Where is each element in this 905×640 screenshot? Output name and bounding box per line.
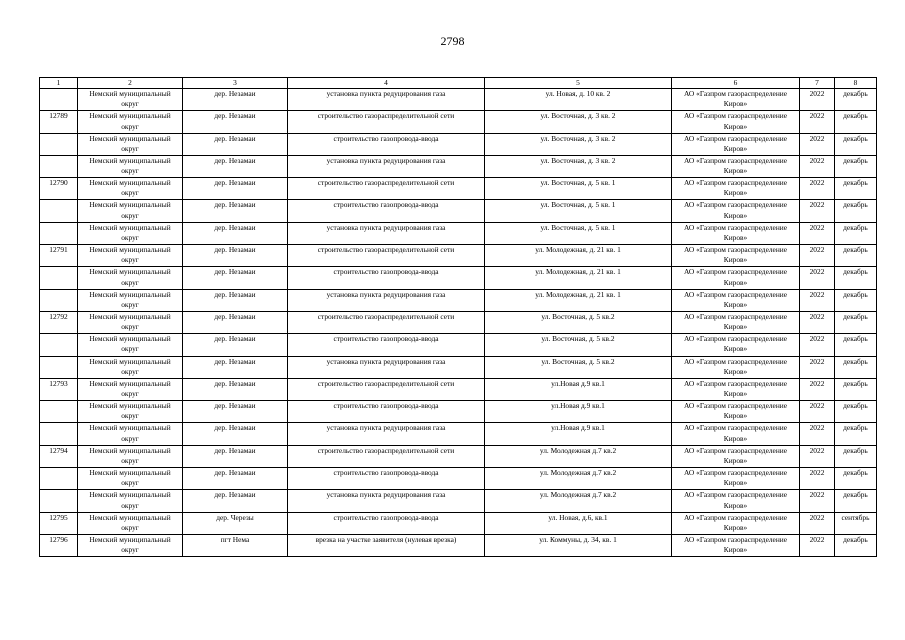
organization-cell: АО «Газпром газораспределение Киров» <box>672 468 800 490</box>
work-type-cell: строительство газопровода-ввода <box>288 468 485 490</box>
organization-cell: АО «Газпром газораспределение Киров» <box>672 245 800 267</box>
year-cell: 2022 <box>800 222 835 244</box>
settlement-cell: дер. Незамаи <box>183 111 288 133</box>
address-cell: ул. Восточная, д. 5 кв. 1 <box>485 222 672 244</box>
month-cell: декабрь <box>835 423 877 445</box>
organization-cell: АО «Газпром газораспределение Киров» <box>672 423 800 445</box>
month-cell: декабрь <box>835 490 877 512</box>
address-cell: ул. Молодежная д.7 кв.2 <box>485 490 672 512</box>
year-cell: 2022 <box>800 200 835 222</box>
table-row <box>40 512 877 534</box>
district-cell: Немский муниципальный округ <box>78 311 183 333</box>
organization-cell: АО «Газпром газораспределение Киров» <box>672 111 800 133</box>
year-cell: 2022 <box>800 267 835 289</box>
table-row <box>40 111 877 133</box>
district-cell: Немский муниципальный округ <box>78 178 183 200</box>
address-cell: ул.Новая д.9 кв.1 <box>485 378 672 400</box>
organization-cell: АО «Газпром газораспределение Киров» <box>672 89 800 111</box>
table-row <box>40 200 877 222</box>
table-row <box>40 423 877 445</box>
record-number-cell <box>40 133 78 155</box>
table-row <box>40 445 877 467</box>
year-cell: 2022 <box>800 155 835 177</box>
record-number-cell <box>40 200 78 222</box>
month-cell: декабрь <box>835 133 877 155</box>
month-cell: декабрь <box>835 289 877 311</box>
work-type-cell: установка пункта редуцирования газа <box>288 222 485 244</box>
month-cell: декабрь <box>835 356 877 378</box>
work-type-cell: строительство газопровода-ввода <box>288 267 485 289</box>
settlement-cell: дер. Незамаи <box>183 200 288 222</box>
table-row <box>40 401 877 423</box>
organization-cell: АО «Газпром газораспределение Киров» <box>672 401 800 423</box>
organization-cell: АО «Газпром газораспределение Киров» <box>672 289 800 311</box>
district-cell: Немский муниципальный округ <box>78 534 183 556</box>
column-number-header: 3 <box>183 78 288 89</box>
settlement-cell: дер. Незамаи <box>183 133 288 155</box>
record-number-cell: 12791 <box>40 245 78 267</box>
table-row <box>40 334 877 356</box>
month-cell: декабрь <box>835 401 877 423</box>
record-number-cell: 12794 <box>40 445 78 467</box>
district-cell: Немский муниципальный округ <box>78 468 183 490</box>
year-cell: 2022 <box>800 245 835 267</box>
record-number-cell: 12793 <box>40 378 78 400</box>
organization-cell: АО «Газпром газораспределение Киров» <box>672 445 800 467</box>
address-cell: ул. Молодежная д.7 кв.2 <box>485 445 672 467</box>
record-number-cell <box>40 356 78 378</box>
year-cell: 2022 <box>800 534 835 556</box>
record-number-cell <box>40 267 78 289</box>
district-cell: Немский муниципальный округ <box>78 356 183 378</box>
month-cell: декабрь <box>835 222 877 244</box>
organization-cell: АО «Газпром газораспределение Киров» <box>672 356 800 378</box>
work-type-cell: строительство газораспределительной сети <box>288 378 485 400</box>
table-row <box>40 155 877 177</box>
year-cell: 2022 <box>800 468 835 490</box>
year-cell: 2022 <box>800 512 835 534</box>
record-number-cell <box>40 423 78 445</box>
organization-cell: АО «Газпром газораспределение Киров» <box>672 311 800 333</box>
year-cell: 2022 <box>800 111 835 133</box>
column-number-header: 4 <box>288 78 485 89</box>
column-number-header: 2 <box>78 78 183 89</box>
district-cell: Немский муниципальный округ <box>78 89 183 111</box>
address-cell: ул. Новая, д.6, кв.1 <box>485 512 672 534</box>
organization-cell: АО «Газпром газораспределение Киров» <box>672 378 800 400</box>
column-number-header: 6 <box>672 78 800 89</box>
organization-cell: АО «Газпром газораспределение Киров» <box>672 334 800 356</box>
work-type-cell: установка пункта редуцирования газа <box>288 289 485 311</box>
settlement-cell: дер. Незамаи <box>183 490 288 512</box>
table-row <box>40 89 877 111</box>
settlement-cell: дер. Незамаи <box>183 378 288 400</box>
month-cell: декабрь <box>835 245 877 267</box>
table-row <box>40 311 877 333</box>
settlement-cell: дер. Незамаи <box>183 311 288 333</box>
settlement-cell: дер. Незамаи <box>183 155 288 177</box>
district-cell: Немский муниципальный округ <box>78 289 183 311</box>
record-number-cell <box>40 334 78 356</box>
month-cell: декабрь <box>835 178 877 200</box>
address-cell: ул. Восточная, д. 5 кв. 1 <box>485 200 672 222</box>
settlement-cell: дер. Незамаи <box>183 89 288 111</box>
address-cell: ул. Восточная, д. 5 кв.2 <box>485 311 672 333</box>
month-cell: декабрь <box>835 468 877 490</box>
table-row <box>40 378 877 400</box>
table-row <box>40 289 877 311</box>
district-cell: Немский муниципальный округ <box>78 401 183 423</box>
month-cell: декабрь <box>835 267 877 289</box>
record-number-cell <box>40 468 78 490</box>
year-cell: 2022 <box>800 178 835 200</box>
settlement-cell: дер. Черезы <box>183 512 288 534</box>
year-cell: 2022 <box>800 490 835 512</box>
district-cell: Немский муниципальный округ <box>78 423 183 445</box>
settlement-cell: дер. Незамаи <box>183 178 288 200</box>
district-cell: Немский муниципальный округ <box>78 222 183 244</box>
address-cell: ул. Восточная, д. 5 кв. 1 <box>485 178 672 200</box>
year-cell: 2022 <box>800 401 835 423</box>
address-cell: ул. Восточная, д. 3 кв. 2 <box>485 111 672 133</box>
address-cell: ул. Молодежная, д. 21 кв. 1 <box>485 267 672 289</box>
table-row <box>40 245 877 267</box>
work-type-cell: строительство газораспределительной сети <box>288 178 485 200</box>
district-cell: Немский муниципальный округ <box>78 111 183 133</box>
month-cell: декабрь <box>835 334 877 356</box>
month-cell: декабрь <box>835 111 877 133</box>
record-number-cell: 12790 <box>40 178 78 200</box>
table-row <box>40 222 877 244</box>
district-cell: Немский муниципальный округ <box>78 267 183 289</box>
work-type-cell: строительство газопровода-ввода <box>288 512 485 534</box>
district-cell: Немский муниципальный округ <box>78 200 183 222</box>
record-number-cell: 12795 <box>40 512 78 534</box>
column-number-header: 8 <box>835 78 877 89</box>
page-number: 2798 <box>440 34 465 48</box>
table-row <box>40 468 877 490</box>
address-cell: ул. Молодежная, д. 21 кв. 1 <box>485 289 672 311</box>
work-type-cell: установка пункта редуцирования газа <box>288 89 485 111</box>
settlement-cell: дер. Незамаи <box>183 423 288 445</box>
record-number-cell <box>40 490 78 512</box>
column-number-row <box>40 78 877 89</box>
record-number-cell: 12796 <box>40 534 78 556</box>
year-cell: 2022 <box>800 423 835 445</box>
record-number-cell <box>40 155 78 177</box>
work-type-cell: строительство газопровода-ввода <box>288 334 485 356</box>
settlement-cell: пгт Нема <box>183 534 288 556</box>
organization-cell: АО «Газпром газораспределение Киров» <box>672 490 800 512</box>
register-table <box>39 77 877 557</box>
settlement-cell: дер. Незамаи <box>183 245 288 267</box>
organization-cell: АО «Газпром газораспределение Киров» <box>672 155 800 177</box>
district-cell: Немский муниципальный округ <box>78 133 183 155</box>
work-type-cell: установка пункта редуцирования газа <box>288 155 485 177</box>
year-cell: 2022 <box>800 311 835 333</box>
year-cell: 2022 <box>800 445 835 467</box>
work-type-cell: строительство газопровода-ввода <box>288 200 485 222</box>
district-cell: Немский муниципальный округ <box>78 512 183 534</box>
table-row <box>40 267 877 289</box>
organization-cell: АО «Газпром газораспределение Киров» <box>672 512 800 534</box>
address-cell: ул. Восточная, д. 5 кв.2 <box>485 356 672 378</box>
organization-cell: АО «Газпром газораспределение Киров» <box>672 534 800 556</box>
year-cell: 2022 <box>800 289 835 311</box>
year-cell: 2022 <box>800 334 835 356</box>
settlement-cell: дер. Незамаи <box>183 222 288 244</box>
work-type-cell: установка пункта редуцирования газа <box>288 356 485 378</box>
district-cell: Немский муниципальный округ <box>78 378 183 400</box>
table-row <box>40 133 877 155</box>
settlement-cell: дер. Незамаи <box>183 289 288 311</box>
address-cell: ул. Коммуны, д. 34, кв. 1 <box>485 534 672 556</box>
address-cell: ул. Новая, д. 10 кв. 2 <box>485 89 672 111</box>
work-type-cell: установка пункта редуцирования газа <box>288 490 485 512</box>
district-cell: Немский муниципальный округ <box>78 490 183 512</box>
year-cell: 2022 <box>800 89 835 111</box>
work-type-cell: строительство газораспределительной сети <box>288 445 485 467</box>
table-row <box>40 178 877 200</box>
organization-cell: АО «Газпром газораспределение Киров» <box>672 200 800 222</box>
month-cell: декабрь <box>835 378 877 400</box>
address-cell: ул. Молодежная д.7 кв.2 <box>485 468 672 490</box>
record-number-cell <box>40 401 78 423</box>
district-cell: Немский муниципальный округ <box>78 445 183 467</box>
address-cell: ул. Молодежная, д. 21 кв. 1 <box>485 245 672 267</box>
settlement-cell: дер. Незамаи <box>183 468 288 490</box>
month-cell: декабрь <box>835 89 877 111</box>
address-cell: ул.Новая д.9 кв.1 <box>485 401 672 423</box>
organization-cell: АО «Газпром газораспределение Киров» <box>672 133 800 155</box>
address-cell: ул. Восточная, д. 3 кв. 2 <box>485 133 672 155</box>
organization-cell: АО «Газпром газораспределение Киров» <box>672 222 800 244</box>
year-cell: 2022 <box>800 378 835 400</box>
work-type-cell: строительство газораспределительной сети <box>288 111 485 133</box>
month-cell: декабрь <box>835 445 877 467</box>
work-type-cell: строительство газопровода-ввода <box>288 133 485 155</box>
address-cell: ул.Новая д.9 кв.1 <box>485 423 672 445</box>
work-type-cell: строительство газораспределительной сети <box>288 311 485 333</box>
column-number-header: 5 <box>485 78 672 89</box>
month-cell: сентябрь <box>835 512 877 534</box>
district-cell: Немский муниципальный округ <box>78 155 183 177</box>
settlement-cell: дер. Незамаи <box>183 401 288 423</box>
month-cell: декабрь <box>835 200 877 222</box>
year-cell: 2022 <box>800 133 835 155</box>
record-number-cell <box>40 222 78 244</box>
table-row <box>40 490 877 512</box>
settlement-cell: дер. Незамаи <box>183 356 288 378</box>
work-type-cell: установка пункта редуцирования газа <box>288 423 485 445</box>
settlement-cell: дер. Незамаи <box>183 334 288 356</box>
column-number-header: 7 <box>800 78 835 89</box>
column-number-header: 1 <box>40 78 78 89</box>
settlement-cell: дер. Незамаи <box>183 445 288 467</box>
work-type-cell: строительство газопровода-ввода <box>288 401 485 423</box>
table-row <box>40 534 877 556</box>
month-cell: декабрь <box>835 155 877 177</box>
district-cell: Немский муниципальный округ <box>78 334 183 356</box>
year-cell: 2022 <box>800 356 835 378</box>
organization-cell: АО «Газпром газораспределение Киров» <box>672 178 800 200</box>
work-type-cell: строительство газораспределительной сети <box>288 245 485 267</box>
table-row <box>40 356 877 378</box>
record-number-cell <box>40 289 78 311</box>
record-number-cell: 12792 <box>40 311 78 333</box>
address-cell: ул. Восточная, д. 3 кв. 2 <box>485 155 672 177</box>
district-cell: Немский муниципальный округ <box>78 245 183 267</box>
record-number-cell <box>40 89 78 111</box>
work-type-cell: врезка на участке заявителя (нулевая врезка) <box>288 534 485 556</box>
settlement-cell: дер. Незамаи <box>183 267 288 289</box>
month-cell: декабрь <box>835 534 877 556</box>
record-number-cell: 12789 <box>40 111 78 133</box>
organization-cell: АО «Газпром газораспределение Киров» <box>672 267 800 289</box>
month-cell: декабрь <box>835 311 877 333</box>
address-cell: ул. Восточная, д. 5 кв.2 <box>485 334 672 356</box>
